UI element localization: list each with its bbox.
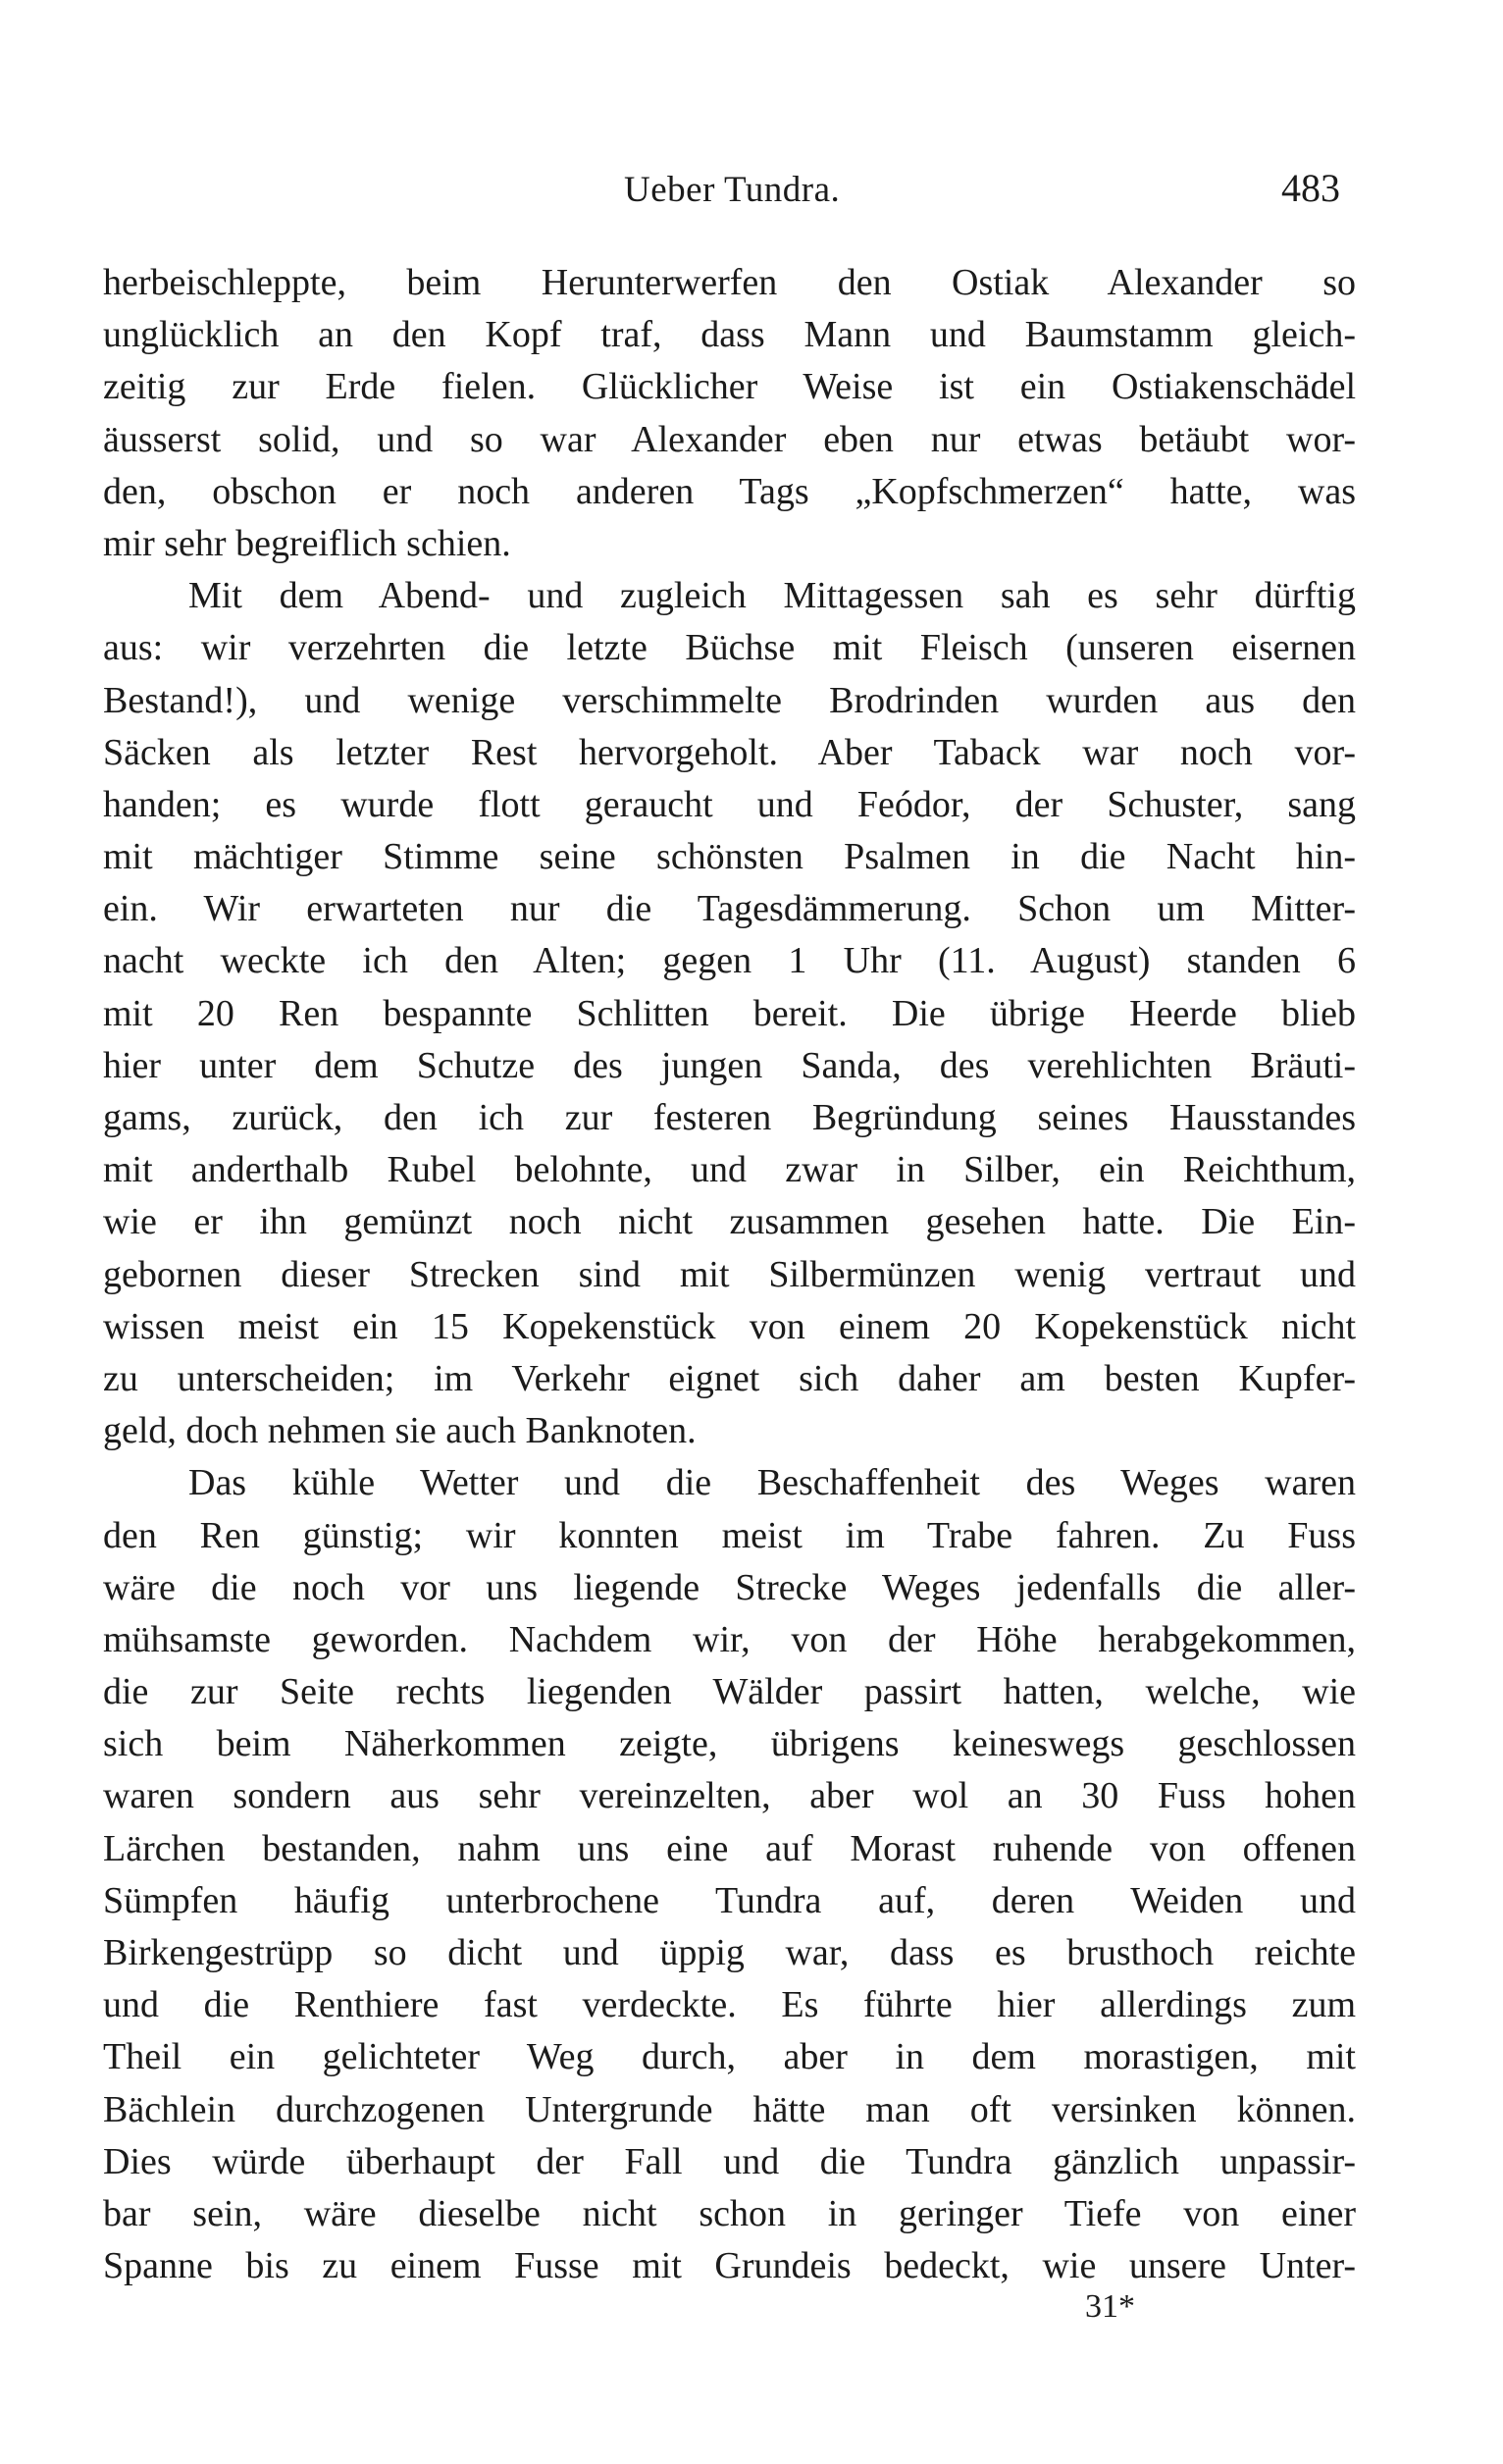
text-line: Theil ein gelichteter Weg durch, aber in dem morastigen, mit	[103, 2036, 1356, 2078]
text-line: äusserst solid, und so war Alexander eben nur etwas betäubt wor-	[103, 418, 1356, 460]
text-line: mit anderthalb Rubel belohnte, und zwar in Silber, ein Reichthum,	[103, 1149, 1356, 1191]
text-line: waren sondern aus sehr vereinzelten, aber wol an 30 Fuss hohen	[103, 1775, 1356, 1817]
text-line: gebornen dieser Strecken sind mit Silbermünzen wenig vertraut und	[103, 1253, 1356, 1295]
body-text	[103, 257, 1356, 2292]
text-line: nacht weckte ich den Alten; gegen 1 Uhr (11. August) standen 6	[103, 940, 1356, 982]
running-title: Ueber Tundra.	[624, 170, 841, 210]
text-line: Lärchen bestanden, nahm uns eine auf Morast ruhende von offenen	[103, 1827, 1356, 1869]
text-line: den, obschon er noch anderen Tags „Kopfschmerzen“ hatte, was	[103, 470, 1356, 512]
text-line: gams, zurück, den ich zur festeren Begründung seines Hausstandes	[103, 1097, 1356, 1138]
text-line: zeitig zur Erde fielen. Glücklicher Weise ist ein Ostiakenschädel	[103, 366, 1356, 408]
text-line: Säcken als letzter Rest hervorgeholt. Aber Taback war noch vor-	[103, 731, 1356, 773]
text-line: den Ren günstig; wir konnten meist im Trabe fahren. Zu Fuss	[103, 1514, 1356, 1556]
text-line: Bestand!), und wenige verschimmelte Brodrinden wurden aus den	[103, 679, 1356, 721]
text-line: ein. Wir erwarteten nur die Tagesdämmerung. Schon um Mitter-	[103, 888, 1356, 930]
text-line: die zur Seite rechts liegenden Wälder passirt hatten, welche, wie	[103, 1671, 1356, 1713]
text-line: geld, doch nehmen sie auch Banknoten.	[103, 1410, 697, 1452]
text-line: unglücklich an den Kopf traf, dass Mann und Baumstamm gleich-	[103, 314, 1356, 356]
text-line: Spanne bis zu einem Fusse mit Grundeis bedeckt, wie unsere Unter-	[103, 2245, 1356, 2287]
text-line: mühsamste geworden. Nachdem wir, von der Höhe herabgekommen,	[103, 1618, 1356, 1660]
text-line: wäre die noch vor uns liegende Strecke Weges jedenfalls die aller-	[103, 1566, 1356, 1608]
text-line: aus: wir verzehrten die letzte Büchse mit Fleisch (unseren eisernen	[103, 627, 1356, 669]
text-line: Bächlein durchzogenen Untergrunde hätte man oft versinken können.	[103, 2088, 1356, 2130]
text-line: Das kühle Wetter und die Beschaffenheit des Weges waren	[188, 1462, 1356, 1504]
text-line: mir sehr begreiflich schien.	[103, 522, 511, 564]
text-line: herbeischleppte, beim Herunterwerfen den Ostiak Alexander so	[103, 262, 1356, 303]
text-line: bar sein, wäre dieselbe nicht schon in geringer Tiefe von einer	[103, 2192, 1356, 2234]
running-head	[0, 166, 1503, 218]
text-line: mit mächtiger Stimme seine schönsten Psalmen in die Nacht hin-	[103, 836, 1356, 878]
text-line: handen; es wurde flott geraucht und Feódor, der Schuster, sang	[103, 783, 1356, 825]
text-line: Birkengestrüpp so dicht und üppig war, dass es brusthoch reichte	[103, 1932, 1356, 1973]
text-line: Mit dem Abend- und zugleich Mittagessen sah es sehr dürftig	[188, 575, 1356, 617]
text-line: wie er ihn gemünzt noch nicht zusammen gesehen hatte. Die Ein-	[103, 1201, 1356, 1243]
text-line: hier unter dem Schutze des jungen Sanda, des verehlichten Bräuti-	[103, 1044, 1356, 1086]
signature-mark: 31*	[1085, 2288, 1135, 2325]
page-number: 483	[1281, 166, 1340, 210]
text-line: Dies würde überhaupt der Fall und die Tundra gänzlich unpassir-	[103, 2140, 1356, 2182]
text-line: mit 20 Ren bespannte Schlitten bereit. Die übrige Heerde blieb	[103, 992, 1356, 1034]
text-line: sich beim Näherkommen zeigte, übrigens keineswegs geschlossen	[103, 1723, 1356, 1765]
text-line: Sümpfen häufig unterbrochene Tundra auf, deren Weiden und	[103, 1879, 1356, 1921]
text-line: wissen meist ein 15 Kopekenstück von einem 20 Kopekenstück nicht	[103, 1305, 1356, 1347]
text-line: und die Renthiere fast verdeckte. Es führte hier allerdings zum	[103, 1984, 1356, 2026]
text-line: zu unterscheiden; im Verkehr eignet sich daher am besten Kupfer-	[103, 1357, 1356, 1399]
